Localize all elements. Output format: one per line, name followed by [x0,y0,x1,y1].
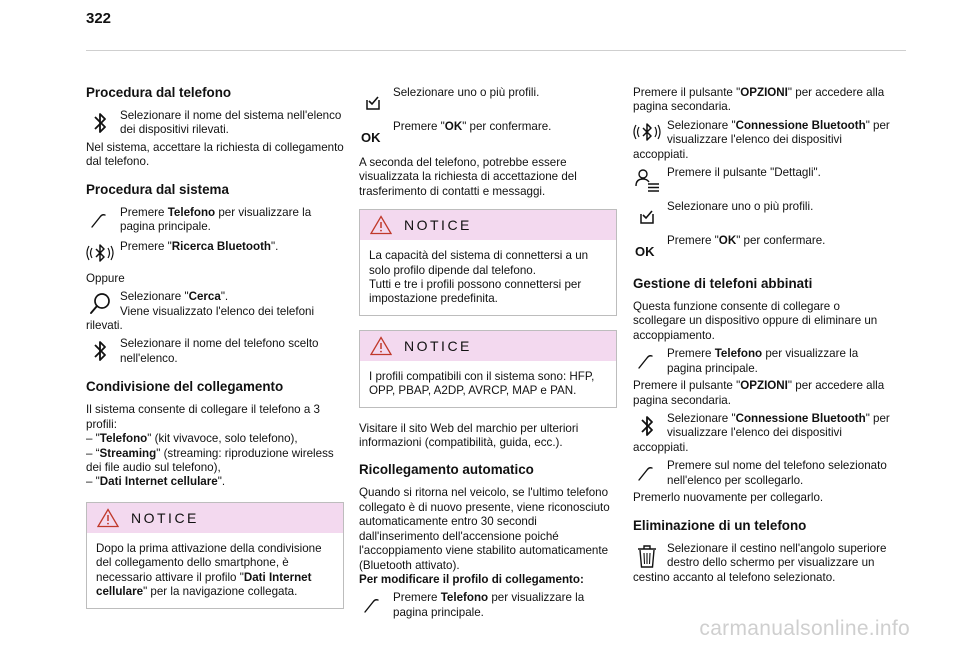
step: OK Premere "OK" per confermare. [633,234,895,264]
touch-icon [86,206,114,234]
bluetooth-search-icon [86,240,114,268]
paragraph: Questa funzione consente di collegare o scollegare un dispositivo oppure di eliminare un accoppiamento. [633,300,878,342]
step: OK Premere "OK" per confermare. [359,120,617,150]
step: Selezionare uno o più profili. [359,86,617,116]
bluetooth-search-icon [633,119,661,147]
step: Selezionare "Cerca". Viene visualizzato l'elenco dei telefoni rilevati. [86,290,315,333]
paragraph: Quando si ritorna nel veicolo, se l'ultimo telefono collegato è di nuovo presente, viene riconosciuto automaticamente entro 30 secondi dall'inserimento dell'accensione poiché l'accoppiamento viene stabilito automaticamente (Bluetooth attivato). [359,486,610,572]
step: Selezionare "Connessione Bluetooth" per visualizzare l'elenco dei dispositivi accoppiati. [633,118,890,161]
svg-text:OK: OK [361,130,381,145]
paragraph: A seconda del telefono, potrebbe essere visualizzata la richiesta di accettazione del trasferimento di contatti e messaggi. [359,156,577,198]
touch-icon [633,459,661,487]
section-title: Procedura dal telefono [86,85,232,100]
list-item: – “Streaming" (streaming: riproduzione wireless dei file audio sul telefono), [86,446,334,475]
checkbox-icon [633,200,661,228]
step: Premere il pulsante "Dettagli". [633,166,895,196]
bluetooth-icon [633,412,661,440]
column-2 [359,68,617,623]
touch-icon [633,347,661,375]
step: Selezionare il nome del sistema nell'elenco dei dispositivi rilevati. [86,109,344,139]
paragraph: Il sistema consente di collegare il telefono a 3 profili: [86,403,320,431]
section-title: Ricollegamento automatico [359,462,534,478]
notice-box [359,209,617,316]
notice-title: NOTICE [404,217,472,234]
details-icon [633,166,661,194]
section-title: Eliminazione di un telefono [633,517,807,533]
watermark: carmanualsonline.info [699,617,910,640]
notice-header [360,210,616,240]
step: Selezionare uno o più profili. [633,200,895,230]
paragraph: Premere il pulsante "OPZIONI" per accedere alla pagina secondaria. [633,379,885,407]
column-3 [633,68,895,587]
notice-body: Dopo la prima attivazione della condivisione del collegamento dello smartphone, è necessario attivare il profilo "Dati Internet cellulare" per la navigazione collegata. [96,541,322,599]
notice-title: NOTICE [404,337,472,354]
paragraph: Oppure [86,271,125,285]
section-title: Gestione di telefoni abbinati [633,276,813,292]
warning-icon [97,508,119,528]
checkbox-icon [359,86,387,114]
paragraph: Visitare il sito Web del marchio per ulteriori informazioni (compatibilità, guida, ecc.). [359,421,579,450]
paragraph: Premere il pulsante "OPZIONI" per accedere alla pagina secondaria. [633,86,885,114]
ok-icon [359,120,387,148]
paragraph: Premerlo nuovamente per collegarlo. [633,491,824,505]
column-1 [86,68,344,617]
list-item: – "Telefono" (kit vivavoce, solo telefono), [86,432,298,446]
list-item: – "Dati Internet cellulare". [86,475,226,489]
bluetooth-icon [86,337,114,365]
notice-box [359,330,617,408]
step: Premere Telefono per visualizzare la pagina principale. [86,206,344,236]
svg-text:OK: OK [635,244,655,260]
step: Premere "Ricerca Bluetooth". [86,240,344,270]
step: Selezionare il cestino nell'angolo superiore destro dello schermo per visualizzare un cestino accanto al telefono selezionato. [633,541,887,584]
step: Premere Telefono per visualizzare la pagina principale. [633,347,895,377]
notice-header [360,331,616,361]
paragraph: Nel sistema, accettare la richiesta di collegamento dal telefono. [86,141,344,169]
notice-box [86,502,344,609]
bluetooth-icon [86,109,114,137]
step: Premere sul nome del telefono selezionato nell'elenco per scollegarlo. [633,459,895,489]
step: Premere Telefono per visualizzare la pagina principale. [359,591,617,621]
section-title: Condivisione del collegamento [86,379,284,395]
warning-icon [370,336,392,356]
touch-icon [359,591,387,619]
warning-icon [370,215,392,235]
header-rule [86,50,906,51]
ok-icon [633,234,661,262]
step: Selezionare il nome del telefono scelto nell'elenco. [86,337,344,367]
notice-body: I profili compatibili con il sistema sono: HFP, OPP, PBAP, A2DP, AVRCP, MAP e PAN. [369,369,595,398]
search-icon [86,290,114,318]
notice-header [87,503,343,533]
notice-body: La capacità del sistema di connettersi a un solo profilo dipende dal telefono. Tutti e tre i profili possono connettersi per impostazione predefinita. [369,249,589,306]
notice-title: NOTICE [131,509,199,526]
step: Selezionare "Connessione Bluetooth" per visualizzare l'elenco dei dispositivi accoppiati. [633,412,890,454]
section-title: Procedura dal sistema [86,181,229,197]
trash-icon [633,542,661,570]
page-number: 322 [86,10,112,27]
paragraph: Per modificare il profilo di collegamento: [359,572,584,586]
